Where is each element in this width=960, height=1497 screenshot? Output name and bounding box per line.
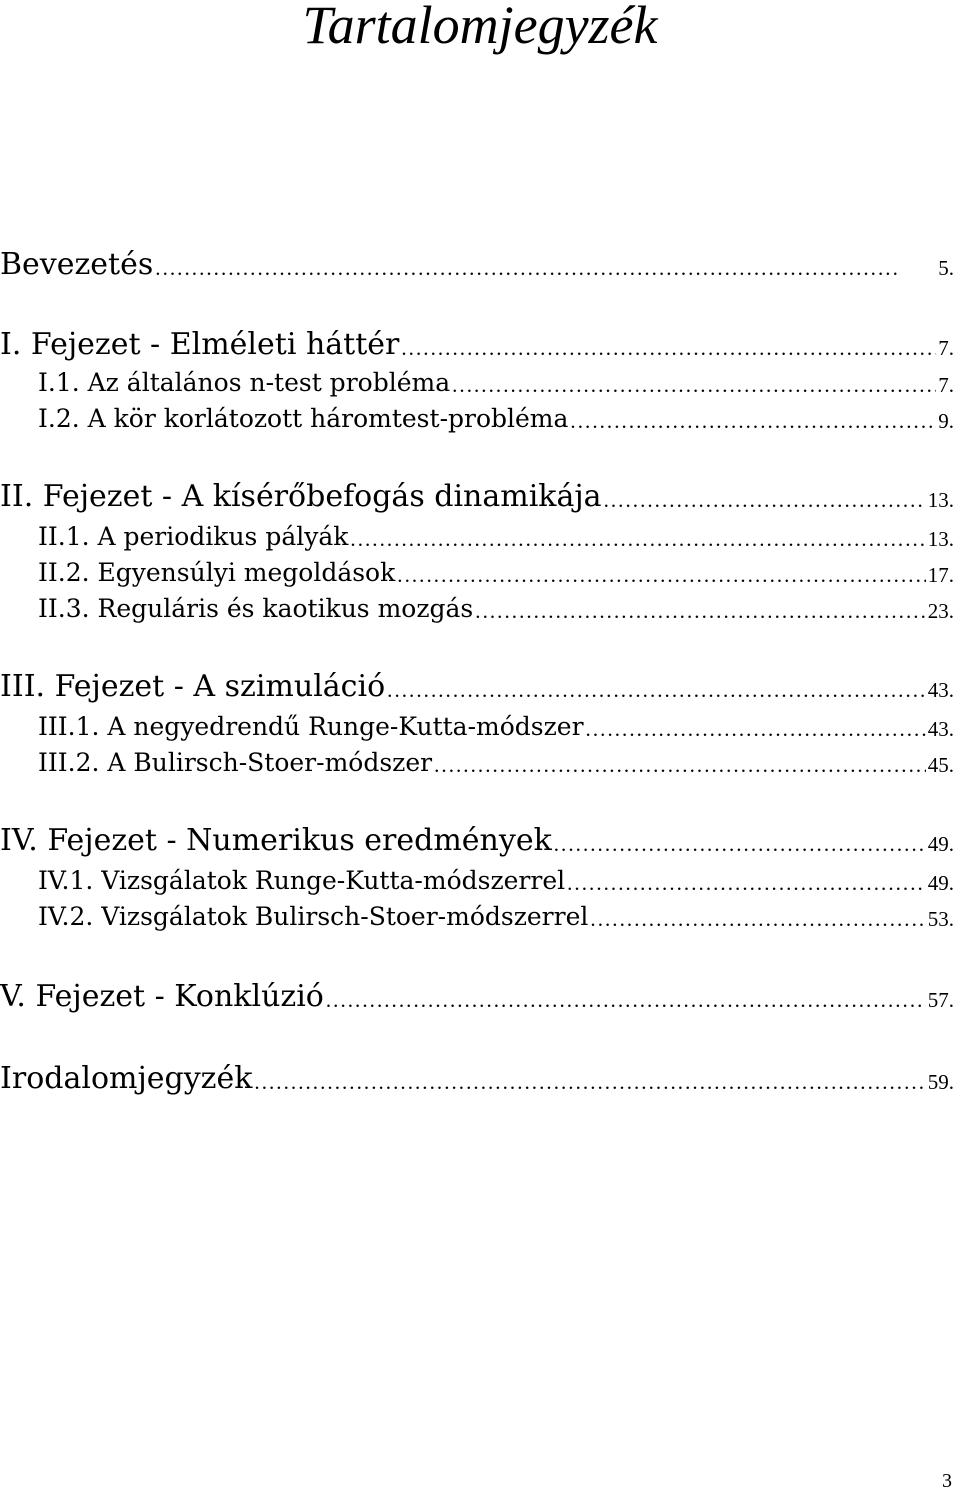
toc-entry-page: 5. bbox=[938, 256, 954, 280]
toc-entry-page: 13. bbox=[927, 488, 954, 512]
toc-entry-label: IV.2. Vizsgálatok Bulirsch-Stoer-módszerrel bbox=[38, 902, 589, 931]
toc-entry-page: 43. bbox=[927, 678, 954, 702]
toc-entry-label: Irodalomjegyzék bbox=[0, 1061, 253, 1096]
dot-leader bbox=[387, 676, 926, 704]
toc-entry-chapter-1[interactable] bbox=[0, 328, 954, 362]
dot-leader bbox=[254, 1068, 925, 1096]
dot-leader bbox=[401, 334, 936, 362]
toc-entry-label: I. Fejezet - Elméleti háttér bbox=[0, 327, 400, 362]
toc-entry-label: II. Fejezet - A kísérőbefogás dinamikája bbox=[0, 479, 602, 514]
toc-entry-label: II.2. Egyensúlyi megoldások bbox=[38, 558, 396, 587]
toc-entry-page: 7. bbox=[938, 336, 954, 360]
toc-entry-page: 57. bbox=[927, 988, 954, 1012]
toc-entry-section-1-2[interactable] bbox=[38, 404, 954, 434]
toc-entry-page: 43. bbox=[927, 717, 954, 741]
toc-entry-section-2-1[interactable] bbox=[38, 522, 954, 552]
toc-entry-label: V. Fejezet - Konklúzió bbox=[0, 979, 324, 1014]
toc-entry-label: IV.1. Vizsgálatok Runge-Kutta-módszerrel bbox=[38, 866, 566, 895]
dot-leader bbox=[586, 716, 926, 742]
toc-entry-label: Bevezetés bbox=[0, 247, 154, 282]
page-title: Tartalomjegyzék bbox=[302, 0, 658, 55]
dot-leader bbox=[350, 526, 925, 552]
toc-entry-section-2-3[interactable] bbox=[38, 594, 954, 624]
toc-entry-label: I.1. Az általános n-test probléma bbox=[38, 368, 451, 397]
toc-entry-label: I.2. A kör korlátozott háromtest-probléma bbox=[38, 404, 569, 433]
dot-leader bbox=[452, 372, 936, 398]
toc-entry-label: IV. Fejezet - Numerikus eredmények bbox=[0, 823, 552, 858]
toc-entry-page: 9. bbox=[938, 409, 954, 433]
dot-leader bbox=[397, 562, 925, 588]
toc-entry-label: III.2. A Bulirsch-Stoer-módszer bbox=[38, 748, 433, 777]
toc-entry-chapter-4[interactable] bbox=[0, 824, 954, 858]
toc-entry-page: 23. bbox=[927, 599, 954, 623]
toc-entry-section-2-2[interactable] bbox=[38, 558, 954, 588]
toc-entry-page: 13. bbox=[927, 527, 954, 551]
dot-leader bbox=[567, 870, 926, 896]
toc-entry-chapter-3[interactable] bbox=[0, 670, 954, 704]
dot-leader bbox=[326, 986, 926, 1014]
toc-entry-page: 53. bbox=[927, 907, 954, 931]
dot-leader bbox=[604, 486, 926, 514]
toc-entry-section-1-1[interactable] bbox=[38, 368, 954, 398]
toc-entry-label: III. Fejezet - A szimuláció bbox=[0, 669, 386, 704]
dot-leader bbox=[554, 830, 926, 858]
toc-entry-page: 49. bbox=[927, 832, 954, 856]
toc-entry-section-3-2[interactable] bbox=[38, 748, 954, 778]
toc-entry-chapter-2[interactable] bbox=[0, 480, 954, 514]
toc-entry-page: 45. bbox=[927, 753, 954, 777]
toc-entry-chapter-5[interactable] bbox=[0, 980, 954, 1014]
toc-entry-bevezetes[interactable] bbox=[0, 248, 954, 282]
toc-entry-page: 7. bbox=[938, 373, 954, 397]
toc-entry-page: 59. bbox=[927, 1070, 954, 1094]
dot-leader bbox=[590, 906, 925, 932]
page-number: 3 bbox=[942, 1470, 952, 1492]
toc-entry-page: 17. bbox=[927, 563, 954, 587]
toc-entry-irodalomjegyzek[interactable] bbox=[0, 1062, 954, 1096]
toc-entry-section-4-1[interactable] bbox=[38, 866, 954, 896]
dot-leader bbox=[155, 254, 936, 282]
toc-entry-label: II.3. Reguláris és kaotikus mozgás bbox=[38, 594, 474, 623]
toc-entry-label: II.1. A periodikus pályák bbox=[38, 522, 349, 551]
toc-entry-section-3-1[interactable] bbox=[38, 712, 954, 742]
toc-entry-page: 49. bbox=[927, 871, 954, 895]
dot-leader bbox=[475, 598, 925, 624]
toc-entry-label: III.1. A negyedrendű Runge-Kutta-módszer bbox=[38, 712, 584, 741]
toc-entry-section-4-2[interactable] bbox=[38, 902, 954, 932]
dot-leader bbox=[434, 752, 926, 778]
dot-leader bbox=[570, 408, 936, 434]
